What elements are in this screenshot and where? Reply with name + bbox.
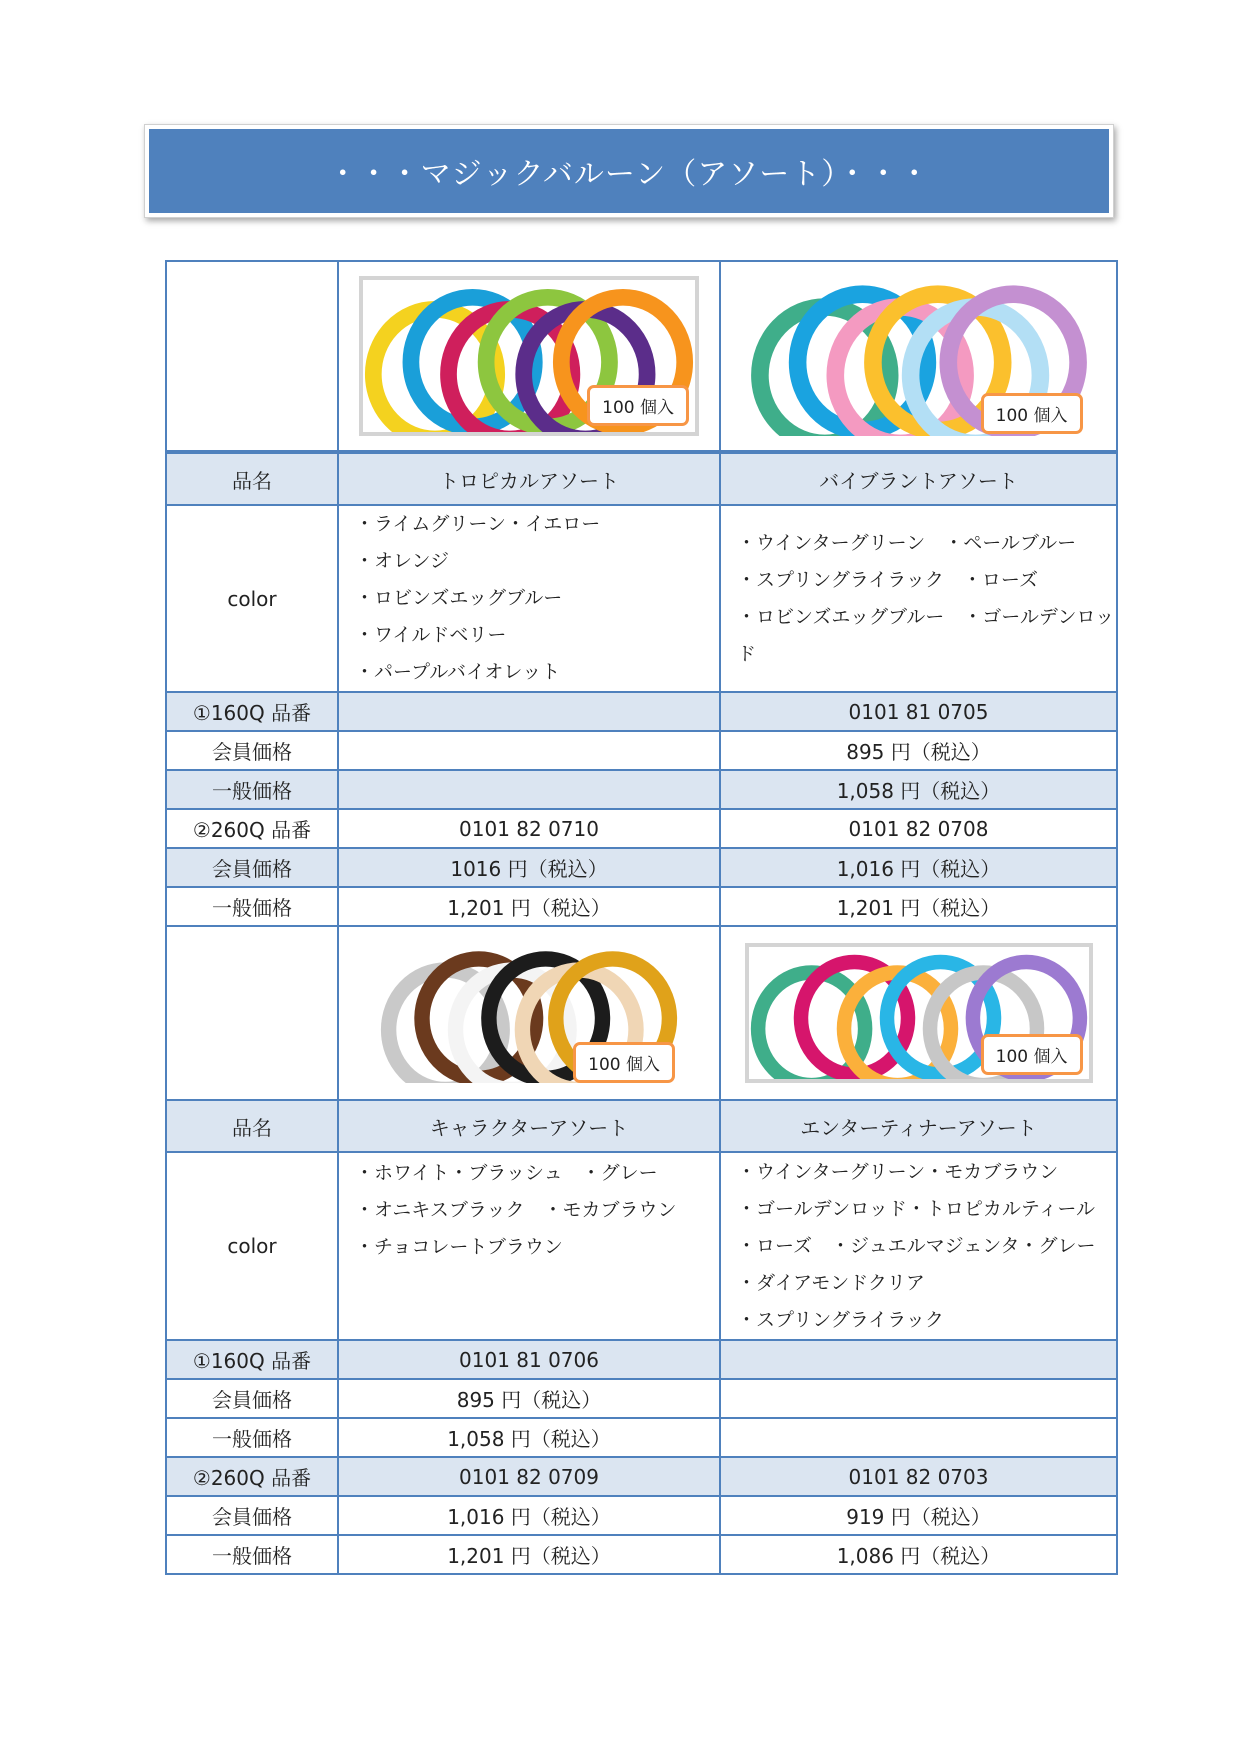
color-item: ・ウインターグリーン ・ペールブルー bbox=[737, 531, 1077, 554]
product-code: 0101 82 0708 bbox=[720, 809, 1117, 848]
product-name: バイブラントアソート bbox=[720, 452, 1117, 505]
color-list-cell bbox=[720, 505, 1117, 692]
member-price bbox=[720, 1379, 1117, 1418]
quantity-badge: 100 個入 bbox=[981, 1034, 1083, 1075]
product-image-cell bbox=[338, 926, 720, 1100]
member-price: 1,016 円（税込） bbox=[338, 1496, 720, 1535]
member-price-row bbox=[166, 1496, 1117, 1535]
row-label: 一般価格 bbox=[166, 770, 338, 809]
product-code: 0101 82 0709 bbox=[338, 1457, 720, 1496]
color-list-cell bbox=[338, 505, 720, 692]
product-name: エンターティナーアソート bbox=[720, 1100, 1117, 1152]
quantity-badge: 100 個入 bbox=[587, 385, 689, 426]
entertainer-assort-photo bbox=[745, 943, 1093, 1083]
member-price: 919 円（税込） bbox=[720, 1496, 1117, 1535]
general-price: 1,058 円（税込） bbox=[720, 770, 1117, 809]
image-row bbox=[166, 926, 1117, 1100]
row-label: 会員価格 bbox=[166, 1379, 338, 1418]
color-item: ・オレンジ bbox=[355, 550, 450, 572]
color-item: ・ワイルドベリー bbox=[355, 624, 507, 646]
code160-row bbox=[166, 692, 1117, 731]
color-item: ・ロビンズエッグブルー ・ゴールデンロッ bbox=[737, 605, 1115, 628]
product-code bbox=[720, 1340, 1117, 1379]
color-row bbox=[166, 1152, 1117, 1340]
member-price-row bbox=[166, 1379, 1117, 1418]
color-list-cell bbox=[338, 1152, 720, 1340]
color-item: ・パープルバイオレット bbox=[355, 661, 561, 683]
color-item: ・ローズ ・ジュエルマジェンタ・グレー bbox=[737, 1234, 1096, 1257]
code260-row bbox=[166, 1457, 1117, 1496]
name-row bbox=[166, 1100, 1117, 1152]
row-label: 会員価格 bbox=[166, 731, 338, 770]
product-name: トロピカルアソート bbox=[338, 452, 720, 505]
empty-cell bbox=[166, 261, 338, 452]
color-list bbox=[339, 1155, 719, 1266]
general-price: 1,201 円（税込） bbox=[338, 1535, 720, 1574]
row-label: 品名 bbox=[166, 1100, 338, 1152]
color-list bbox=[721, 525, 1116, 673]
vibrant-assort-photo bbox=[749, 276, 1089, 436]
row-label: 会員価格 bbox=[166, 848, 338, 887]
general-price: 1,058 円（税込） bbox=[338, 1418, 720, 1457]
row-label: color bbox=[166, 505, 338, 692]
color-row bbox=[166, 505, 1117, 692]
color-item: ・ゴールデンロッド・トロピカルティール bbox=[737, 1197, 1095, 1220]
quantity-badge: 100 個入 bbox=[573, 1042, 675, 1083]
color-item: ・ウインターグリーン・モカブラウン bbox=[737, 1160, 1059, 1183]
empty-cell bbox=[166, 926, 338, 1100]
general-price: 1,201 円（税込） bbox=[720, 887, 1117, 926]
product-table bbox=[165, 260, 1118, 1575]
member-price: 1016 円（税込） bbox=[338, 848, 720, 887]
member-price bbox=[338, 731, 720, 770]
row-label: ①160Q 品番 bbox=[166, 1340, 338, 1379]
code160-row bbox=[166, 1340, 1117, 1379]
member-price: 895 円（税込） bbox=[338, 1379, 720, 1418]
product-image-cell bbox=[720, 926, 1117, 1100]
product-code: 0101 81 0706 bbox=[338, 1340, 720, 1379]
row-label: 一般価格 bbox=[166, 887, 338, 926]
product-image-cell bbox=[720, 261, 1117, 452]
row-label: ①160Q 品番 bbox=[166, 692, 338, 731]
row-label: 会員価格 bbox=[166, 1496, 338, 1535]
color-item: ド bbox=[737, 642, 757, 665]
tropical-assort-photo bbox=[359, 276, 699, 436]
product-code: 0101 81 0705 bbox=[720, 692, 1117, 731]
general-price-row bbox=[166, 1535, 1117, 1574]
title-frame bbox=[144, 124, 1114, 218]
row-label: ②260Q 品番 bbox=[166, 809, 338, 848]
general-price-row bbox=[166, 1418, 1117, 1457]
page-title: ・・・マジックバルーン（アソート）・・・ bbox=[327, 157, 931, 192]
row-label: 一般価格 bbox=[166, 1418, 338, 1457]
color-item: ・オニキスブラック ・モカブラウン bbox=[355, 1199, 677, 1221]
member-price-row bbox=[166, 731, 1117, 770]
color-item: ・ロビンズエッグブルー bbox=[355, 587, 563, 609]
general-price-row bbox=[166, 770, 1117, 809]
product-code: 0101 82 0703 bbox=[720, 1457, 1117, 1496]
color-item: ・スプリングライラック bbox=[737, 1308, 944, 1331]
general-price: 1,086 円（税込） bbox=[720, 1535, 1117, 1574]
general-price bbox=[720, 1418, 1117, 1457]
row-label: 一般価格 bbox=[166, 1535, 338, 1574]
color-item: ・スプリングライラック ・ローズ bbox=[737, 568, 1038, 591]
general-price: 1,201 円（税込） bbox=[338, 887, 720, 926]
color-item: ・チョコレートブラウン bbox=[355, 1236, 563, 1258]
code260-row bbox=[166, 809, 1117, 848]
title-banner bbox=[149, 129, 1109, 213]
color-list bbox=[339, 506, 719, 691]
quantity-badge: 100 個入 bbox=[981, 393, 1083, 434]
image-row bbox=[166, 261, 1117, 452]
color-list-cell bbox=[720, 1152, 1117, 1340]
name-row bbox=[166, 452, 1117, 505]
color-list bbox=[721, 1154, 1116, 1339]
row-label: 品名 bbox=[166, 452, 338, 505]
product-code: 0101 82 0710 bbox=[338, 809, 720, 848]
general-price-row bbox=[166, 887, 1117, 926]
product-name: キャラクターアソート bbox=[338, 1100, 720, 1152]
color-item: ・ダイアモンドクリア bbox=[737, 1271, 925, 1294]
color-item: ・ホワイト・ブラッシュ ・グレー bbox=[355, 1162, 658, 1184]
general-price bbox=[338, 770, 720, 809]
row-label: color bbox=[166, 1152, 338, 1340]
row-label: ②260Q 品番 bbox=[166, 1457, 338, 1496]
member-price: 1,016 円（税込） bbox=[720, 848, 1117, 887]
member-price-row bbox=[166, 848, 1117, 887]
product-code bbox=[338, 692, 720, 731]
member-price: 895 円（税込） bbox=[720, 731, 1117, 770]
character-assort-photo bbox=[379, 943, 679, 1083]
color-item: ・ライムグリーン・イエロー bbox=[355, 513, 601, 535]
product-image-cell bbox=[338, 261, 720, 452]
